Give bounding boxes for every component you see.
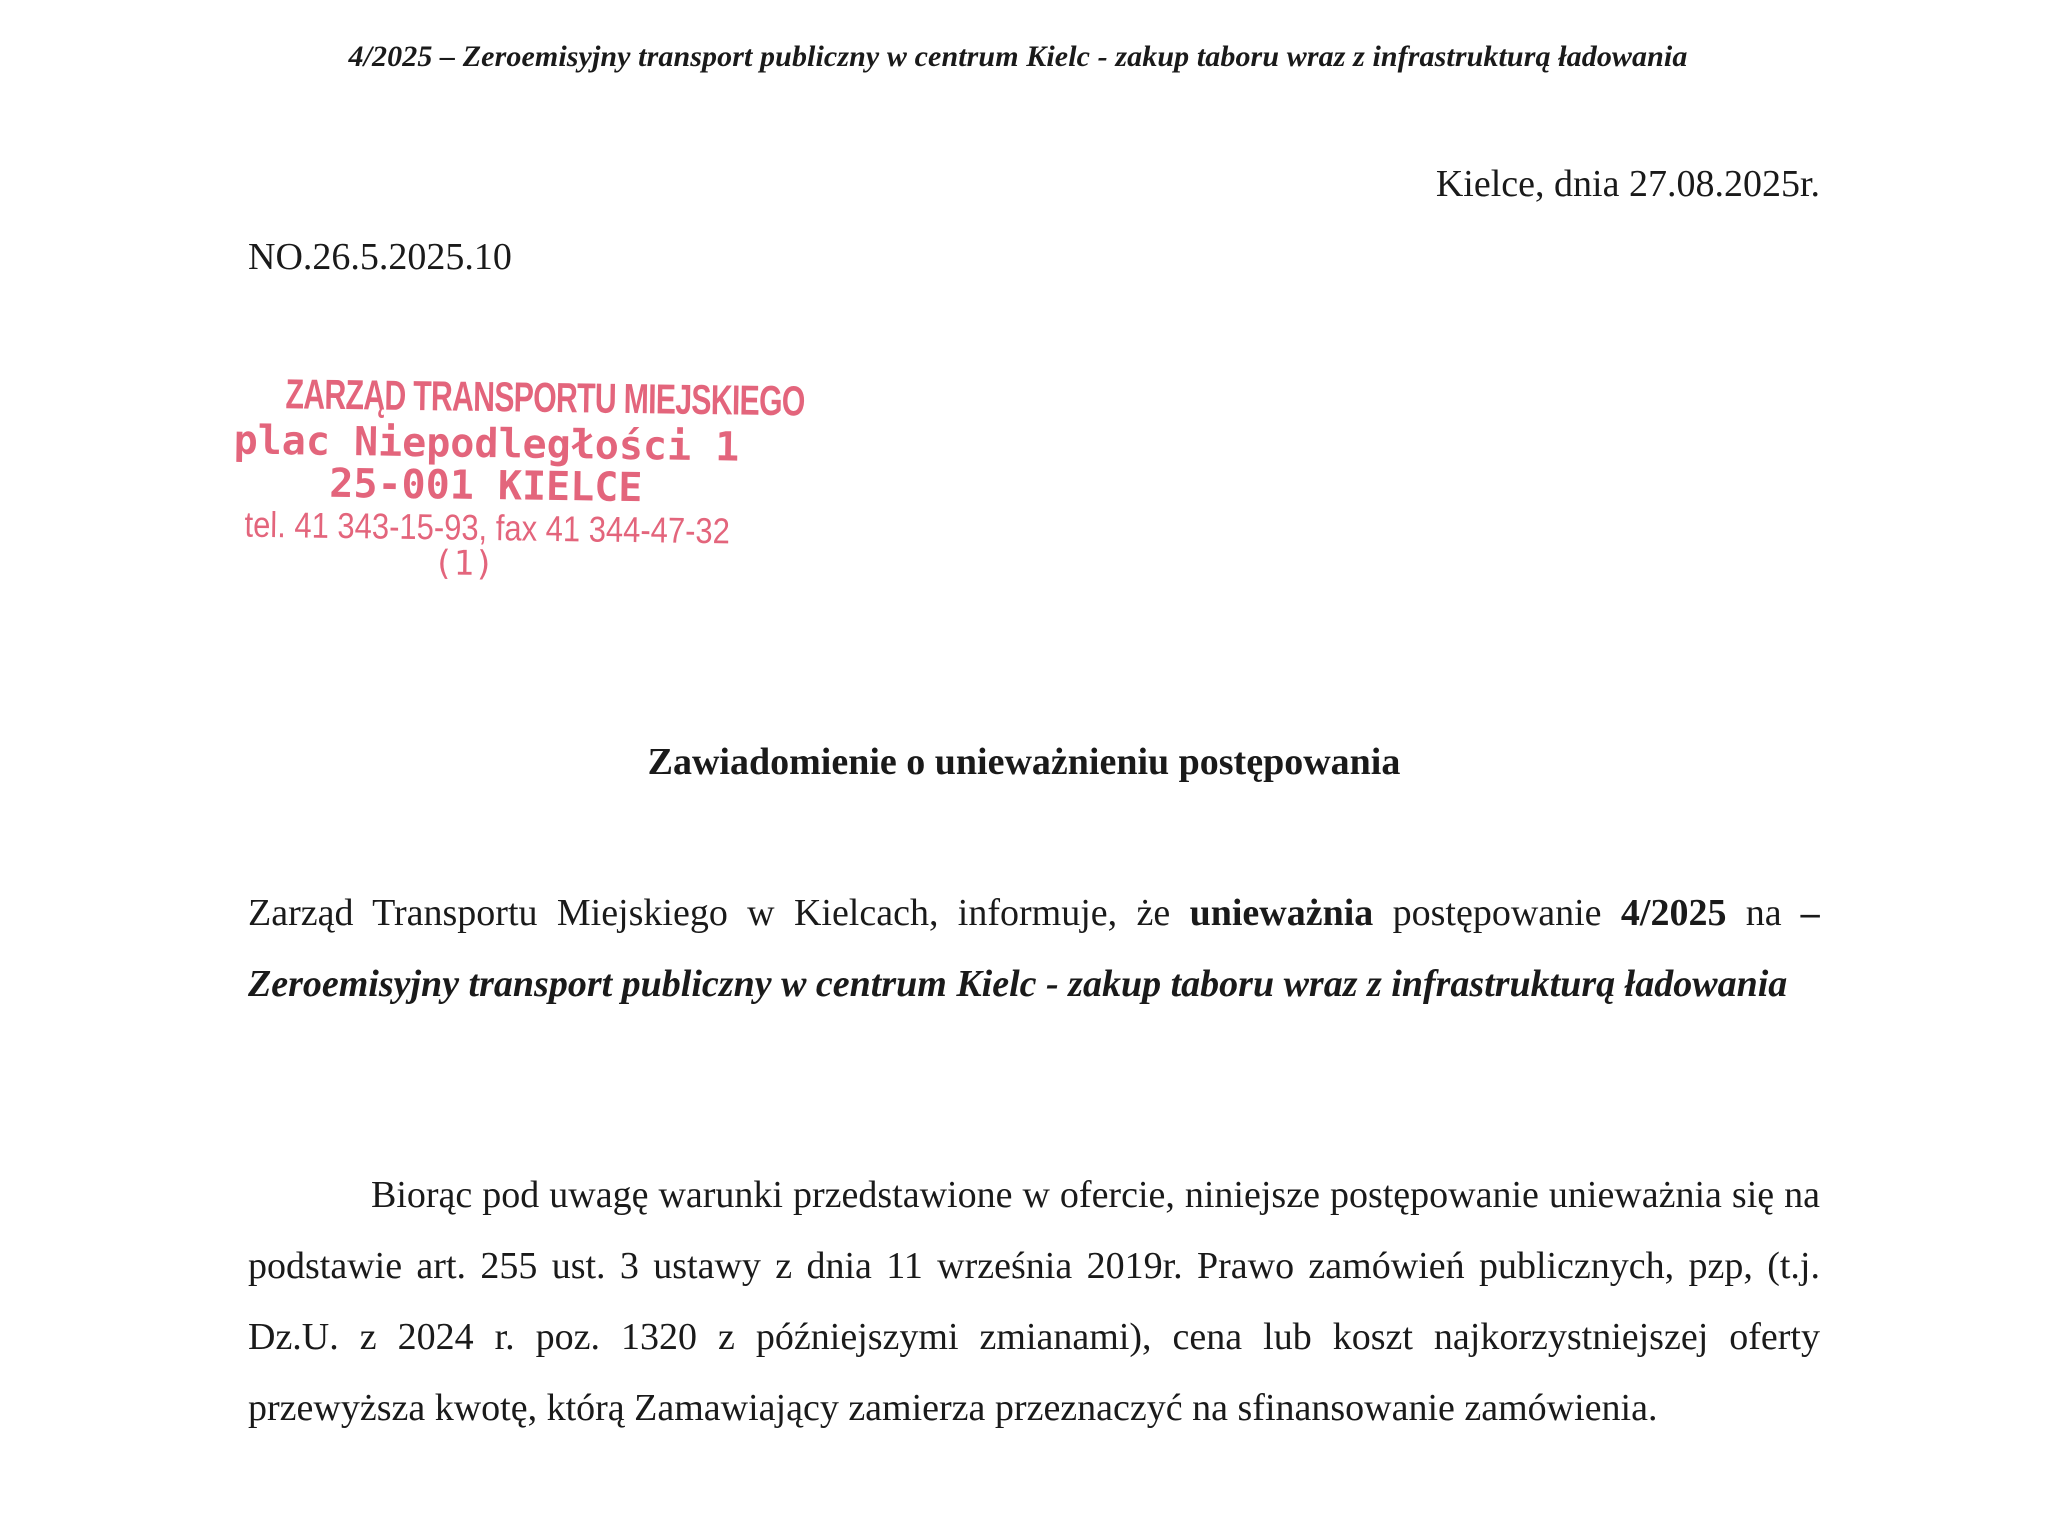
institution-stamp: [205, 370, 805, 586]
intro-procurement-subject: – Zeroemisyjny transport publiczny w centrum Kielc - zakup taboru wraz z infrastrukturą ładowania: [248, 892, 1820, 1005]
place-and-date: Kielce, dnia 27.08.2025r.: [1435, 163, 1820, 205]
intro-paragraph: [248, 878, 1820, 1020]
intro-text-part3: na: [1726, 892, 1801, 934]
notice-title: Zawiadomienie o unieważnieniu postępowania: [647, 741, 1401, 783]
intro-text-part1: Zarząd Transportu Miejskiego w Kielcach, informuje, że: [248, 892, 1190, 934]
justification-paragraph: Biorąc pod uwagę warunki przedstawione w ofercie, niniejsze postępowanie unieważnia się na podstawie art. 255 ust. 3 ustawy z dnia 11 września 2019r. Prawo zamówień publicznych, pzp, (t.j. Dz.U. z 2024 r. poz. 1320 z późniejszymi zmianami), cena lub koszt najkorzystniejszej oferty przewyższa kwotę, którą Zamawiający zamierza przeznaczyć na sfinansowanie zamówienia.: [248, 1174, 1820, 1429]
stamp-line-city: 25-001 KIELCE: [329, 460, 643, 512]
reference-number: NO.26.5.2025.10: [248, 236, 512, 278]
intro-emphasis-case-number: 4/2025: [1620, 892, 1727, 934]
stamp-line-number: (1): [432, 543, 495, 585]
stamp-line-phone-fax: tel. 41 343-15-93, fax 41 344-47-32: [244, 503, 731, 552]
stamp-line-institution: ZARZĄD TRANSPORTU MIEJSKIEGO: [285, 370, 805, 425]
stamp-line-street: plac Niepodległości 1: [233, 417, 740, 471]
intro-emphasis-annuls: unieważnia: [1189, 892, 1374, 934]
running-header: 4/2025 – Zeroemisyjny transport publiczny w centrum Kielc - zakup taboru wraz z infrastrukturą ładowania: [348, 40, 1688, 73]
intro-text-part2: postępowanie: [1373, 892, 1621, 934]
